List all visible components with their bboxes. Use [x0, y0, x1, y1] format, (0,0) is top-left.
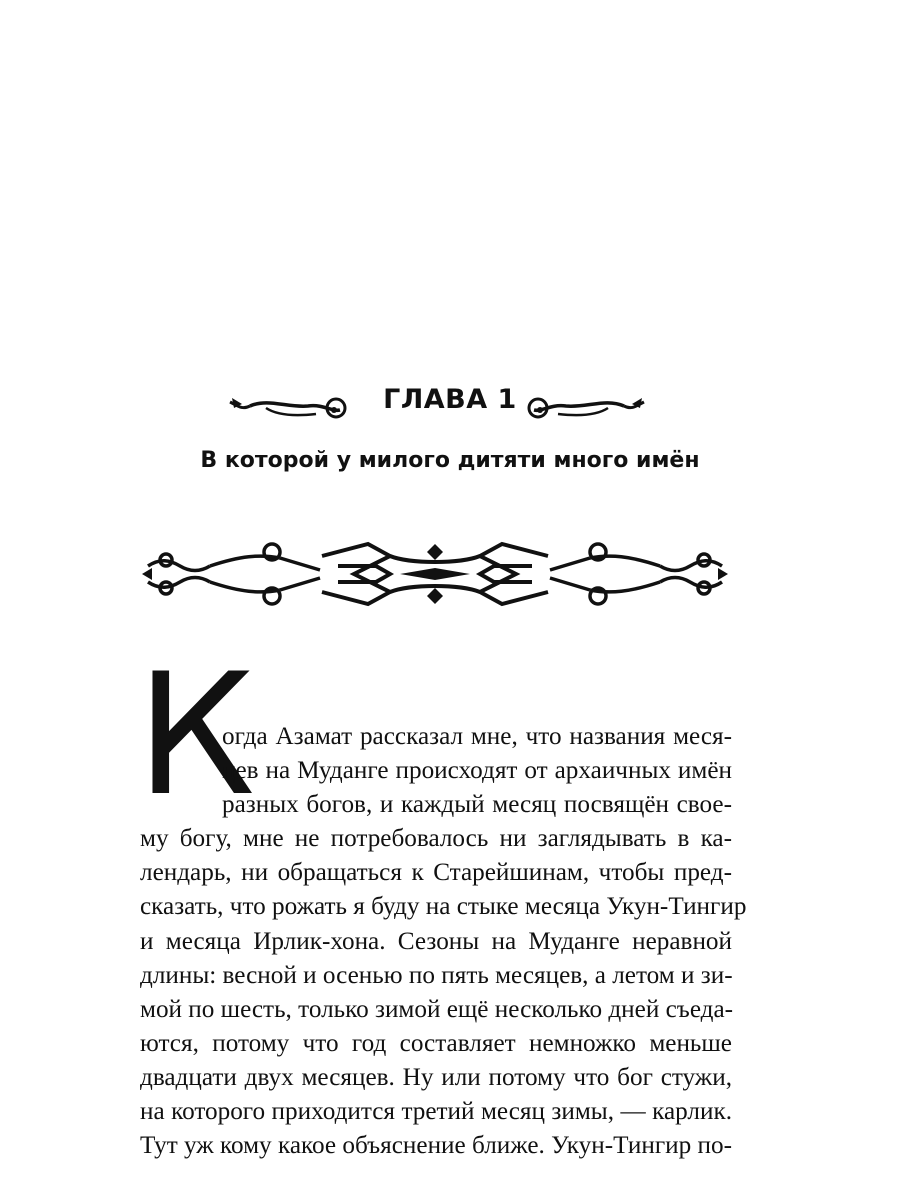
text-line: и месяца Ирлик-хона. Сезоны на Муданге неравной	[140, 927, 732, 955]
text-line: на которого приходится третий месяц зимы, — карлик.	[140, 1098, 732, 1126]
text-line: двадцати двух месяцев. Ну или потому что бог стужи,	[140, 1063, 732, 1091]
text-line: цев на Муданге происходят от архаичных имён	[222, 757, 732, 785]
text-line: длины: весной и осенью по пять месяцев, а летом и зи-	[140, 961, 733, 989]
drop-cap: К	[136, 637, 256, 833]
chapter-heading	[0, 378, 900, 432]
body-text	[140, 720, 747, 1163]
text-line: ются, потому что год составляет немножко меньше	[140, 1029, 732, 1057]
scroll-flourish-icon	[524, 386, 646, 426]
text-line: огда Азамат рассказал мне, что названия меся-	[222, 723, 732, 750]
chapter-label: ГЛАВА 1	[383, 384, 517, 415]
text-line: сказать, что рожать я буду на стыке месяца Укун-Тингир	[140, 893, 747, 921]
chapter-subtitle: В которой у милого дитяти много имён	[200, 448, 700, 473]
text-line: лендарь, ни обращаться к Старейшинам, чтобы пред-	[140, 859, 732, 887]
scroll-flourish-icon	[228, 386, 350, 426]
ornamental-divider-icon	[140, 536, 730, 612]
text-line: Тут уж кому какое объяснение ближе. Укун-Тингир по-	[140, 1132, 732, 1160]
text-line: му богу, мне не потребовалось ни заглядывать в ка-	[140, 825, 732, 853]
text-line: разных богов, и каждый месяц посвящён свое-	[222, 791, 732, 819]
text-line: мой по шесть, только зимой ещё несколько дней съеда-	[140, 995, 734, 1023]
